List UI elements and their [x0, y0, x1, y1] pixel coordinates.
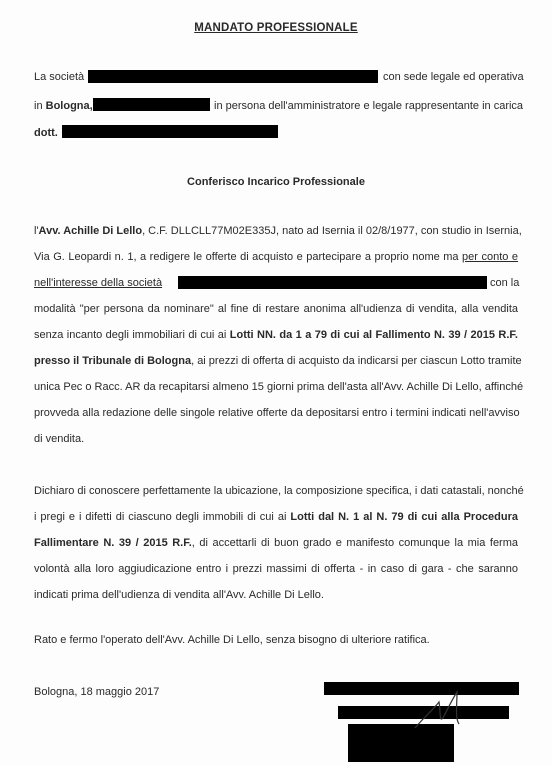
section-heading: Conferisco Incarico Professionale [187, 176, 365, 188]
p2-line5: senza incanto degli immobiliari di cui ai Lotti NN. da 1 a 79 di cui al Fallimento N. 39 / 2015 R.F. [34, 329, 518, 341]
p2-line2: Via G. Leopardi n. 1, a redigere le offerte di acquisto e partecipare a proprio nome ma per conto e [34, 251, 518, 263]
place-date: Bologna, 18 maggio 2017 [34, 686, 160, 698]
p3-line2: i pregi e i difetti di ciascuno degli immobili di cui ai Lotti dal N. 1 al N. 79 di cui alla Procedura [34, 511, 518, 523]
p2-line6: presso il Tribunale di Bologna, ai prezzi di offerta di acquisto da indicarsi per ciascun Lotto tramite [34, 355, 522, 367]
p1-line1-end: con sede legale ed operativa [383, 71, 524, 83]
company-label: La società [34, 71, 85, 83]
p1-line1 [34, 70, 84, 84]
p2-line7: unica Pec o Racc. AR da recapitarsi almeno 15 giorni prima dell'asta all'Avv. Achille Di Lello, affinché [34, 381, 524, 393]
redaction-address [93, 98, 210, 111]
city-bold: Bologna, [45, 100, 93, 112]
p3-line1: Dichiaro di conoscere perfettamente la ubicazione, la composizione specifica, i dati catastali, nonché [34, 485, 524, 497]
p2-line3-start: nell'interesse della società [34, 277, 163, 289]
redaction-company-name-2 [178, 276, 487, 289]
p3-line3: Fallimentare N. 39 / 2015 R.F., di accettarli di buon grado e manifesto comunque la mia ferma [34, 537, 518, 549]
p2-line8: provveda alla redazione delle singole relative offerte da depositarsi entro i termini indicati nell'avviso [34, 407, 520, 419]
document-title: MANDATO PROFESSIONALE [194, 22, 358, 34]
p3-line4: volontà alla loro aggiudicazione entro i prezzi massimi di offerta - in caso di gara - che saranno [34, 563, 518, 575]
p1-line2-end: in persona dell'amministratore e legale rappresentante in carica [214, 100, 524, 112]
p1-line2: in Bologna, [34, 100, 93, 112]
p3-line5: indicati prima dell'udienza di vendita all'Avv. Achille Di Lello. [34, 589, 324, 601]
p2-line1: l'Avv. Achille Di Lello, C.F. DLLCLL77M02E335J, nato ad Isernia il 02/8/1977, con studio in Isernia, [34, 225, 522, 237]
p2-line3-end: con la [490, 277, 520, 289]
p4-ratification: Rato e fermo l'operato dell'Avv. Achille Di Lello, senza bisogno di ulteriore ratifica. [34, 634, 430, 646]
p2-line9: di vendita. [34, 433, 85, 445]
signature-stroke-icon [395, 688, 485, 736]
redaction-administrator [62, 125, 278, 138]
p1-line3: dott. [34, 127, 58, 139]
p2-line4: modalità "per persona da nominare" al fine di restare anonima all'udienza di vendita, alla vendita [34, 303, 518, 315]
lawyer-name: Avv. Achille Di Lello [38, 225, 143, 237]
redaction-company-name [88, 70, 378, 83]
